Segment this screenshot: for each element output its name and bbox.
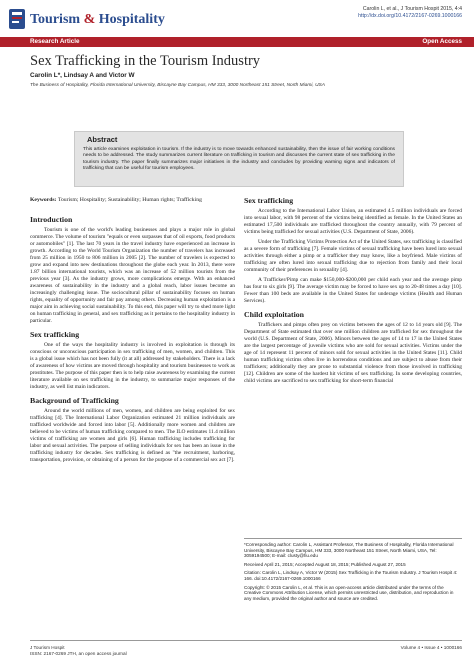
child-exploitation-heading: Child exploitation [244,310,305,319]
research-article-label: Research Article [30,38,80,45]
citation-line: Carolin L, et al., J Tourism Hospit 2015, 4:4 [362,6,462,12]
background-paragraph: Around the world millions of men, women, and children are being exploited for sex trafficking [4]. The International Labor Organization estimated 21 million individuals are trafficked worldwide and forced into labor [5]. Additionally more women and children are believed to be victims of human trafficking compared to men. The ILO estimates 11.4 million victims of trafficking are women and girls [6]. Human trafficking includes trafficking for labor and sexual activities. The purpose of selling individuals for sex has been an issue in the trafficking industry for decades. Sex trafficking is defined as "the recruitment, harboring, transportation, provision, or obtaining of a person for the purpose of a commercial sex act [7]. [30,408,235,463]
right-paragraph-2: Under the Trafficking Victims Protection Act of the United States, sex trafficking is classified as a severe form of trafficking [7]. Female victims of sexual trafficking have been lured into sexual activities through either a pimp or a trafficker they may know, like a boyfriend. Male victims of trafficking are often lured into sexual trafficking due to rejection from family and their local community of their preferences in sexuality [4]. [244,239,462,273]
sex-trafficking-heading-left: Sex trafficking [30,330,80,339]
journal-logo-icon [8,8,26,30]
footer-journal [30,645,127,657]
sex-trafficking-heading-right: Sex trafficking [244,196,294,205]
article-authors: Carolin L*, Lindsay A and Victor W [30,72,135,79]
right-paragraph-4: Traffickers and pimps often prey on victims between the ages of 12 to 14 years old [9]. The Department of State estimated that over one million children are trafficked for sex throughout the world (U.S. Department of State, 2006). Minors between the ages of 14 to 17 in the United States are the largest percentage of juvenile victims who are sold for sexual activities. Victims under the age of 14 represent 11 percent of minors sold for sexual activities in the United States [11]. Child human trafficking victims often live in horrendous conditions and are subject to abuse from their traffickers; additionally they are prone to substantial violence from those involved in trafficking [12]. Children are some of the hardest hit victims of sex trafficking. In some developing countries, child victims are sacrificed to sex trafficking for short-term financial [244,322,462,384]
article-title: Sex Trafficking in the Tourism Industry [30,53,261,69]
doi-link[interactable]: http://dx.doi.org/10.4172/2167-0269.1000166 [358,13,462,19]
right-column [244,197,462,385]
footer-volume: Volume 4 • Issue 4 • 1000166 [400,645,462,650]
open-access-label: Open Access [422,38,462,45]
right-paragraph-1: According to the International Labor Union, an estimated 4.5 million individuals are forced into sexual labor, with 98 percent of the victims being identified as female. In the United States an estimated 17,500 individuals are trafficked throughout the country annually, with 79 percent of victims being trafficked for sexual activities (U.S. Department of State, 2006). [244,208,462,235]
citation-note: Citation: Carolin L, Lindsay A, Victor W (2015) Sex Trafficking in the Tourism Industry. J Tourism Hospit 4: 166. doi:10.4172/2167-0269.1000166 [244,570,458,581]
introduction-heading: Introduction [30,215,73,224]
keywords-text: Tourism; Hospitality; Sustainability; Human rights; Trafficking [56,197,202,203]
abstract-box [74,131,404,187]
article-type-bar [0,37,474,47]
background-heading: Background of Trafficking [30,396,119,405]
copyright-note: Copyright: © 2015 Carolin L, et al. This is an open-access article distributed under the terms of the Creative Commons Attribution License, which permits unrestricted use, distribution, and reproduction in any medium, provided the original author and source are credited. [244,584,454,601]
keywords [30,197,235,204]
received-dates-note: Received April 21, 2015; Accepted August 18, 2015; Published August 27, 2015 [244,561,406,567]
journal-name-amp: & [83,12,96,27]
right-paragraph-3: A Trafficker/Pimp can make $150,000-$200,000 per child each year and the average pimp has four to six girls [9]. The average victim may be forced to have sex up to 20-48 times a day [10]. Fewer than 100 beds are available in the United States for underage victims (Health and Human Services). [244,277,462,304]
header-citation [358,6,462,20]
journal-name-part2: Hospitality [95,12,165,27]
abstract-heading: Abstract [87,135,118,144]
journal-name [30,12,165,28]
footer-issn: ISSN: 2167-0269 JTH, an open access journal [30,651,127,656]
keywords-label: Keywords: [30,197,57,203]
journal-name-part1: Tourism [30,12,84,27]
left-column [30,216,235,464]
article-affiliation: The Business of Hospitality, Florida International University, Biscayne Bay Campus, HM 333, 3000 Northeast 151 Street, North Miami, USA [30,83,325,88]
footer-divider [30,640,462,641]
footer-journal-name: J Tourism Hospit [30,645,65,650]
footnote-divider [244,538,462,539]
footnotes [244,542,462,604]
sex-trafficking-paragraph-left: One of the ways the hospitality industry is involved in exploitation is through its conscious or unconscious participation in sex trafficking of men, women, and children. This is a global issue which has not been fully (it at all) addressed by stakeholders. There is a lack of awareness of how victims are moved through hospitality and tourism businesses to work as prostitutes. The purpose of this paper then is to help raise awareness by examining the current literature available on sex trafficking in the industry, to summarize major responses of the industry, as well list main indicators. [30,342,235,390]
abstract-text: This article examines exploitation in tourism. If the industry is to move towards enhanced sustainability, then the issue of fair working conditions needs to be addressed. The study summarizes current literature on trafficking in tourism and discusses the current state of sex trafficking in the tourism industry. The paper finally summarizes major initiatives in the industry and concludes by providing warning signs and indicators of trafficking that can be useful for tourism employees. [83,147,395,172]
introduction-paragraph: Tourism is one of the world's leading businesses and plays a major role in global commerce. The volume of tourism "equals or even surpasses that of oil exports, food products or automobiles" [1]. The last 70 years in the travel industry have experienced an increase in growth. According to the World Tourism Organization the number of travelers has increased from 25 million in 1950 to 806 million in 2005 [2]. The number of travelers is expected to grow and expand into new destinations throughout the globe each year. In 2013, there were 1.87 billion international tourists, which was an increase of 52 million tourists from the previous year [3]. As the industry grows, more complications emerge. With an enhanced awareness of sustainability in the industry and a global reach, labor issues become an increasingly challenging issue. The sociocultural pillar of sustainability focuses on human rights, equality of opportunity and fair pay among others. Decreasing human exploitation is a major aim in achieving social sustainability. To this end, this paper will try to shed more light on human trafficking in general, and sex trafficking as it pertains to the hospitality industry in particular. [30,227,235,324]
corresponding-author-note: *Corresponding author: Carolin L, Assistant Professor, The Business of Hospitality, Florida International University, Biscayne Bay Campus, HM 333, 3000 Northeast 151 Street, North Miami, USA, Tel: 3059194500; E-mail: clusty@fiu.edu [244,542,454,559]
